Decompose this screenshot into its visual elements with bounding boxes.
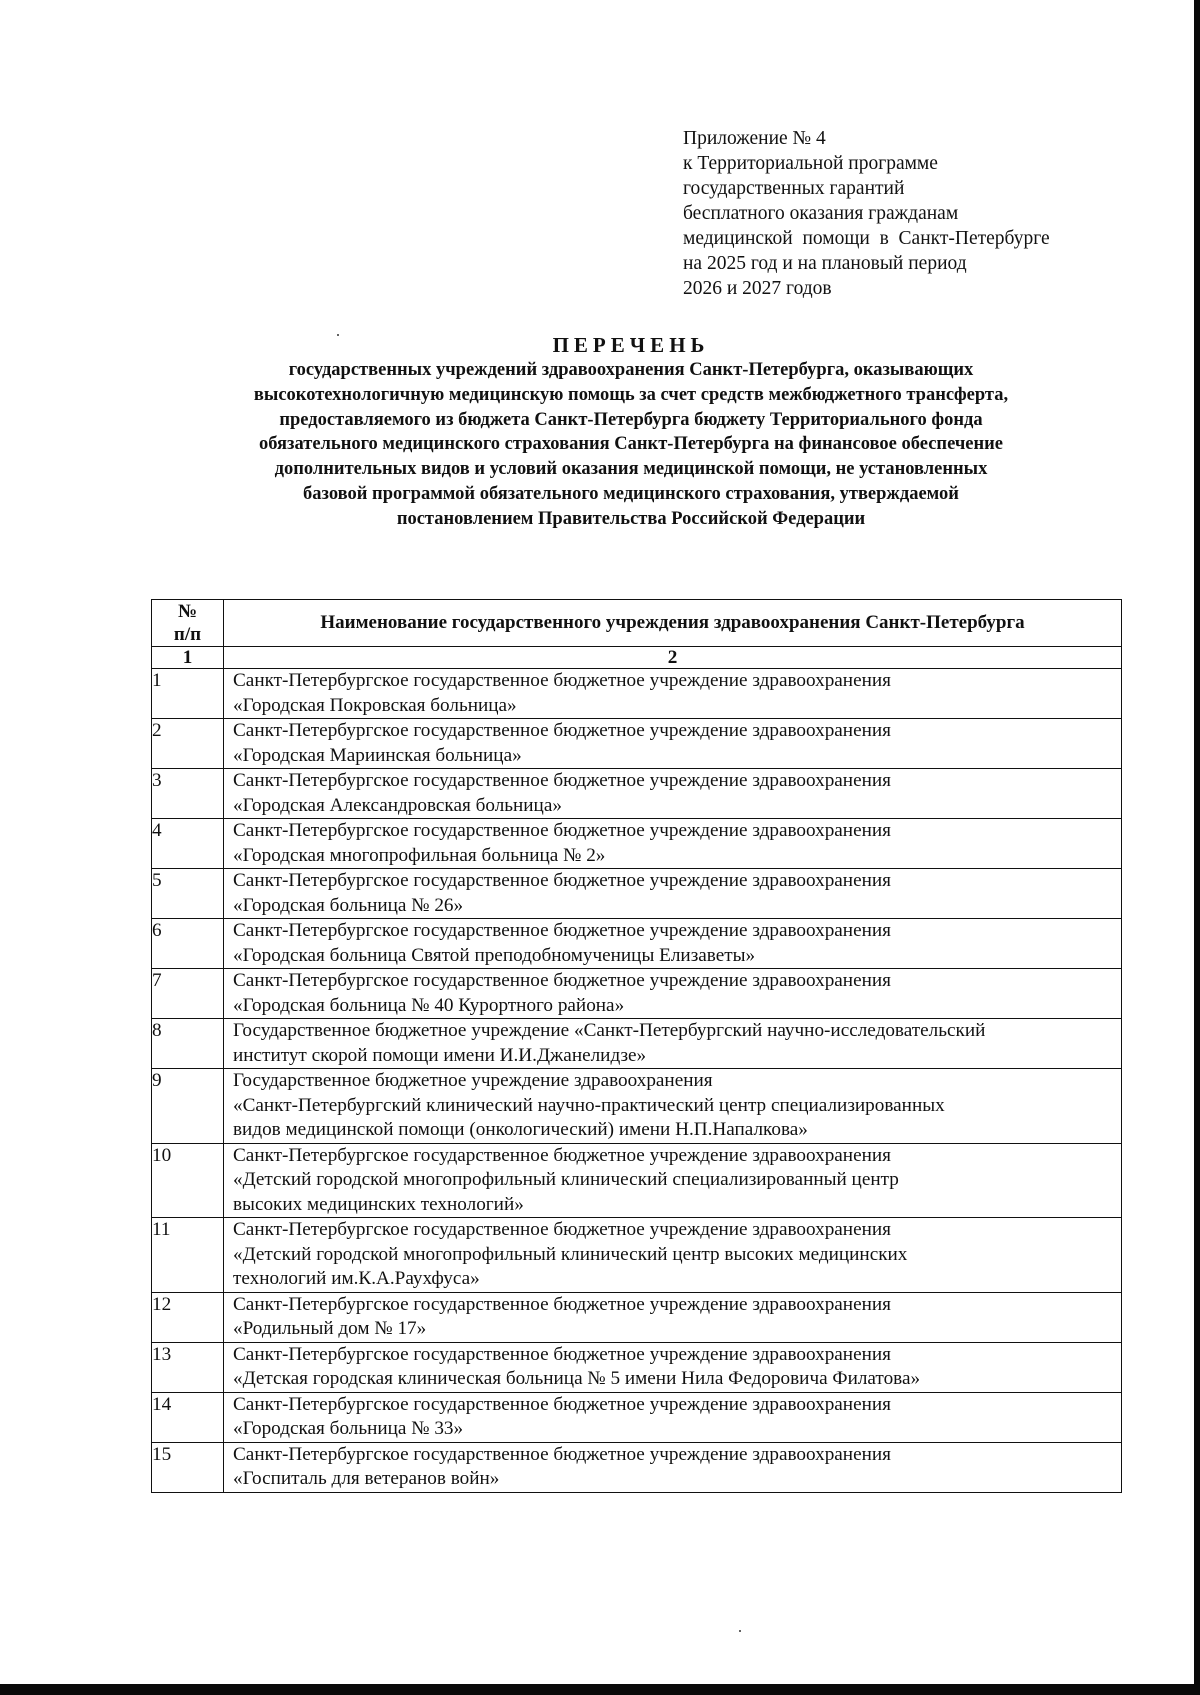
table-row bbox=[152, 769, 1122, 819]
scan-edge-right bbox=[1194, 0, 1200, 1695]
institution-name-line: Санкт-Петербургское государственное бюджетное учреждение здравоохранения bbox=[233, 1219, 891, 1240]
row-number: 6 bbox=[152, 919, 224, 969]
row-number: 1 bbox=[152, 669, 224, 719]
row-number: 15 bbox=[152, 1442, 224, 1492]
table-row bbox=[152, 1069, 1122, 1144]
appendix-line: государственных гарантий bbox=[683, 178, 905, 199]
institution-name-line: видов медицинской помощи (онкологический) имени Н.П.Напалкова» bbox=[233, 1119, 808, 1140]
scan-speck bbox=[739, 1630, 741, 1632]
institution-name-line: «Родильный дом № 17» bbox=[233, 1318, 427, 1339]
institution-name-line: Санкт-Петербургское государственное бюджетное учреждение здравоохранения bbox=[233, 1144, 891, 1166]
row-institution-name bbox=[224, 719, 1122, 769]
heading-line: государственных учреждений здравоохранения Санкт-Петербурга, оказывающих bbox=[288, 360, 974, 380]
institution-name-line: «Городская больница Святой преподобномученицы Елизаветы» bbox=[233, 944, 756, 966]
institution-name-line: «Санкт-Петербургский клинический научно-практический центр специализированных bbox=[233, 1094, 945, 1116]
institution-name-line: «Детский городской многопрофильный клинический специализированный центр bbox=[233, 1169, 899, 1190]
heading-line: предоставляемого из бюджета Санкт-Петербурга бюджету Территориального фонда bbox=[279, 409, 983, 430]
institution-name-line: Государственное бюджетное учреждение здравоохранения bbox=[233, 1070, 713, 1091]
institution-name-line: Санкт-Петербургское государственное бюджетное учреждение здравоохранения bbox=[233, 1293, 891, 1315]
institution-name-line: Санкт-Петербургское государственное бюджетное учреждение здравоохранения bbox=[233, 870, 891, 891]
row-institution-name bbox=[224, 1442, 1122, 1492]
institution-name-line: «Городская больница № 33» bbox=[233, 1418, 464, 1439]
institution-name-line: «Городская больница № 26» bbox=[233, 894, 464, 916]
table-row bbox=[152, 1342, 1122, 1392]
institution-name-line: «Городская Мариинская больница» bbox=[233, 744, 522, 766]
appendix-line: бесплатного оказания гражданам bbox=[683, 203, 959, 224]
table-index-row bbox=[152, 647, 1122, 669]
appendix-line: на 2025 год и на плановый период bbox=[683, 253, 967, 274]
document-heading bbox=[140, 332, 1122, 532]
institution-name-line: Санкт-Петербургское государственное бюджетное учреждение здравоохранения bbox=[233, 1443, 891, 1465]
index-cell-2: 2 bbox=[224, 647, 1122, 669]
institution-name-line: Государственное бюджетное учреждение «Санкт-Петербургский научно-исследовательский bbox=[233, 1020, 986, 1041]
appendix-line: к Территориальной программе bbox=[683, 153, 938, 174]
row-number: 10 bbox=[152, 1143, 224, 1218]
row-institution-name bbox=[224, 1069, 1122, 1144]
row-institution-name bbox=[224, 1292, 1122, 1342]
table-row bbox=[152, 919, 1122, 969]
row-institution-name bbox=[224, 1143, 1122, 1218]
institution-name-line: «Городская Александровская больница» bbox=[233, 794, 562, 816]
institution-name-line: «Госпиталь для ветеранов войн» bbox=[233, 1468, 500, 1489]
row-number: 4 bbox=[152, 819, 224, 869]
institution-name-line: Санкт-Петербургское государственное бюджетное учреждение здравоохранения bbox=[233, 1343, 891, 1365]
table-row bbox=[152, 969, 1122, 1019]
institution-name-line: «Детская городская клиническая больница № 5 имени Нила Федоровича Филатова» bbox=[233, 1368, 921, 1389]
row-institution-name bbox=[224, 1019, 1122, 1069]
heading-line: обязательного медицинского страхования Санкт-Петербурга на финансовое обеспечение bbox=[258, 434, 1003, 455]
appendix-note bbox=[683, 126, 1050, 301]
institution-name-line: Санкт-Петербургское государственное бюджетное учреждение здравоохранения bbox=[233, 720, 891, 741]
row-institution-name bbox=[224, 1392, 1122, 1442]
table-row bbox=[152, 1292, 1122, 1342]
table-row bbox=[152, 819, 1122, 869]
row-number: 9 bbox=[152, 1069, 224, 1144]
row-number: 2 bbox=[152, 719, 224, 769]
row-number: 5 bbox=[152, 869, 224, 919]
row-number: 14 bbox=[152, 1392, 224, 1442]
row-institution-name bbox=[224, 669, 1122, 719]
institution-name-line: «Городская многопрофильная больница № 2» bbox=[233, 844, 606, 866]
appendix-line: Приложение № 4 bbox=[683, 128, 826, 149]
header-number-cell bbox=[152, 600, 224, 647]
institution-name-line: высоких медицинских технологий» bbox=[233, 1193, 524, 1215]
table-row bbox=[152, 1218, 1122, 1293]
row-number: 13 bbox=[152, 1342, 224, 1392]
institutions-table bbox=[151, 599, 1122, 1493]
heading-line: дополнительных видов и условий оказания медицинской помощи, не установленных bbox=[274, 459, 988, 480]
appendix-line: 2026 и 2027 годов bbox=[683, 278, 832, 299]
header-number-abbr: п/п bbox=[173, 624, 202, 645]
appendix-line: медицинской помощи в Санкт-Петербурге bbox=[683, 228, 1050, 249]
table-row bbox=[152, 1442, 1122, 1492]
institution-name-line: Санкт-Петербургское государственное бюджетное учреждение здравоохранения bbox=[233, 920, 891, 941]
table-row bbox=[152, 869, 1122, 919]
row-number: 12 bbox=[152, 1292, 224, 1342]
row-institution-name bbox=[224, 869, 1122, 919]
index-cell-1: 1 bbox=[152, 647, 224, 669]
institution-name-line: «Городская Покровская больница» bbox=[233, 694, 517, 716]
institution-name-line: «Городская больница № 40 Курортного района» bbox=[233, 994, 625, 1016]
table-row bbox=[152, 1392, 1122, 1442]
scan-edge-bottom bbox=[0, 1684, 1200, 1695]
row-number: 8 bbox=[152, 1019, 224, 1069]
heading-line: высокотехнологичную медицинскую помощь за счет средств межбюджетного трансферта, bbox=[253, 384, 1009, 405]
table-row bbox=[152, 1143, 1122, 1218]
table-row bbox=[152, 1019, 1122, 1069]
institution-name-line: технологий им.К.А.Раухфуса» bbox=[233, 1268, 480, 1289]
row-institution-name bbox=[224, 769, 1122, 819]
institution-name-line: Санкт-Петербургское государственное бюджетное учреждение здравоохранения bbox=[233, 970, 891, 991]
row-number: 7 bbox=[152, 969, 224, 1019]
table-row bbox=[152, 719, 1122, 769]
header-name-cell: Наименование государственного учреждения здравоохранения Санкт-Петербурга bbox=[224, 600, 1122, 647]
row-institution-name bbox=[224, 1218, 1122, 1293]
institution-name-line: Санкт-Петербургское государственное бюджетное учреждение здравоохранения bbox=[233, 820, 891, 841]
institution-name-line: Санкт-Петербургское государственное бюджетное учреждение здравоохранения bbox=[233, 770, 891, 791]
heading-line: базовой программой обязательного медицинского страхования, утверждаемой bbox=[303, 483, 959, 504]
institution-name-line: «Детский городской многопрофильный клинический центр высоких медицинских bbox=[233, 1243, 908, 1265]
row-institution-name bbox=[224, 919, 1122, 969]
row-number: 11 bbox=[152, 1218, 224, 1293]
table-header-row bbox=[152, 600, 1122, 647]
institution-name-line: институт скорой помощи имени И.И.Джанелидзе» bbox=[233, 1044, 647, 1066]
heading-title: ПЕРЕЧЕНЬ bbox=[552, 333, 710, 357]
institution-name-line: Санкт-Петербургское государственное бюджетное учреждение здравоохранения bbox=[233, 670, 891, 691]
institution-name-line: Санкт-Петербургское государственное бюджетное учреждение здравоохранения bbox=[233, 1393, 891, 1415]
heading-line: постановлением Правительства Российской Федерации bbox=[396, 508, 866, 529]
row-institution-name bbox=[224, 819, 1122, 869]
header-number-symbol: № bbox=[177, 601, 198, 622]
row-number: 3 bbox=[152, 769, 224, 819]
row-institution-name bbox=[224, 969, 1122, 1019]
row-institution-name bbox=[224, 1342, 1122, 1392]
table-row bbox=[152, 669, 1122, 719]
